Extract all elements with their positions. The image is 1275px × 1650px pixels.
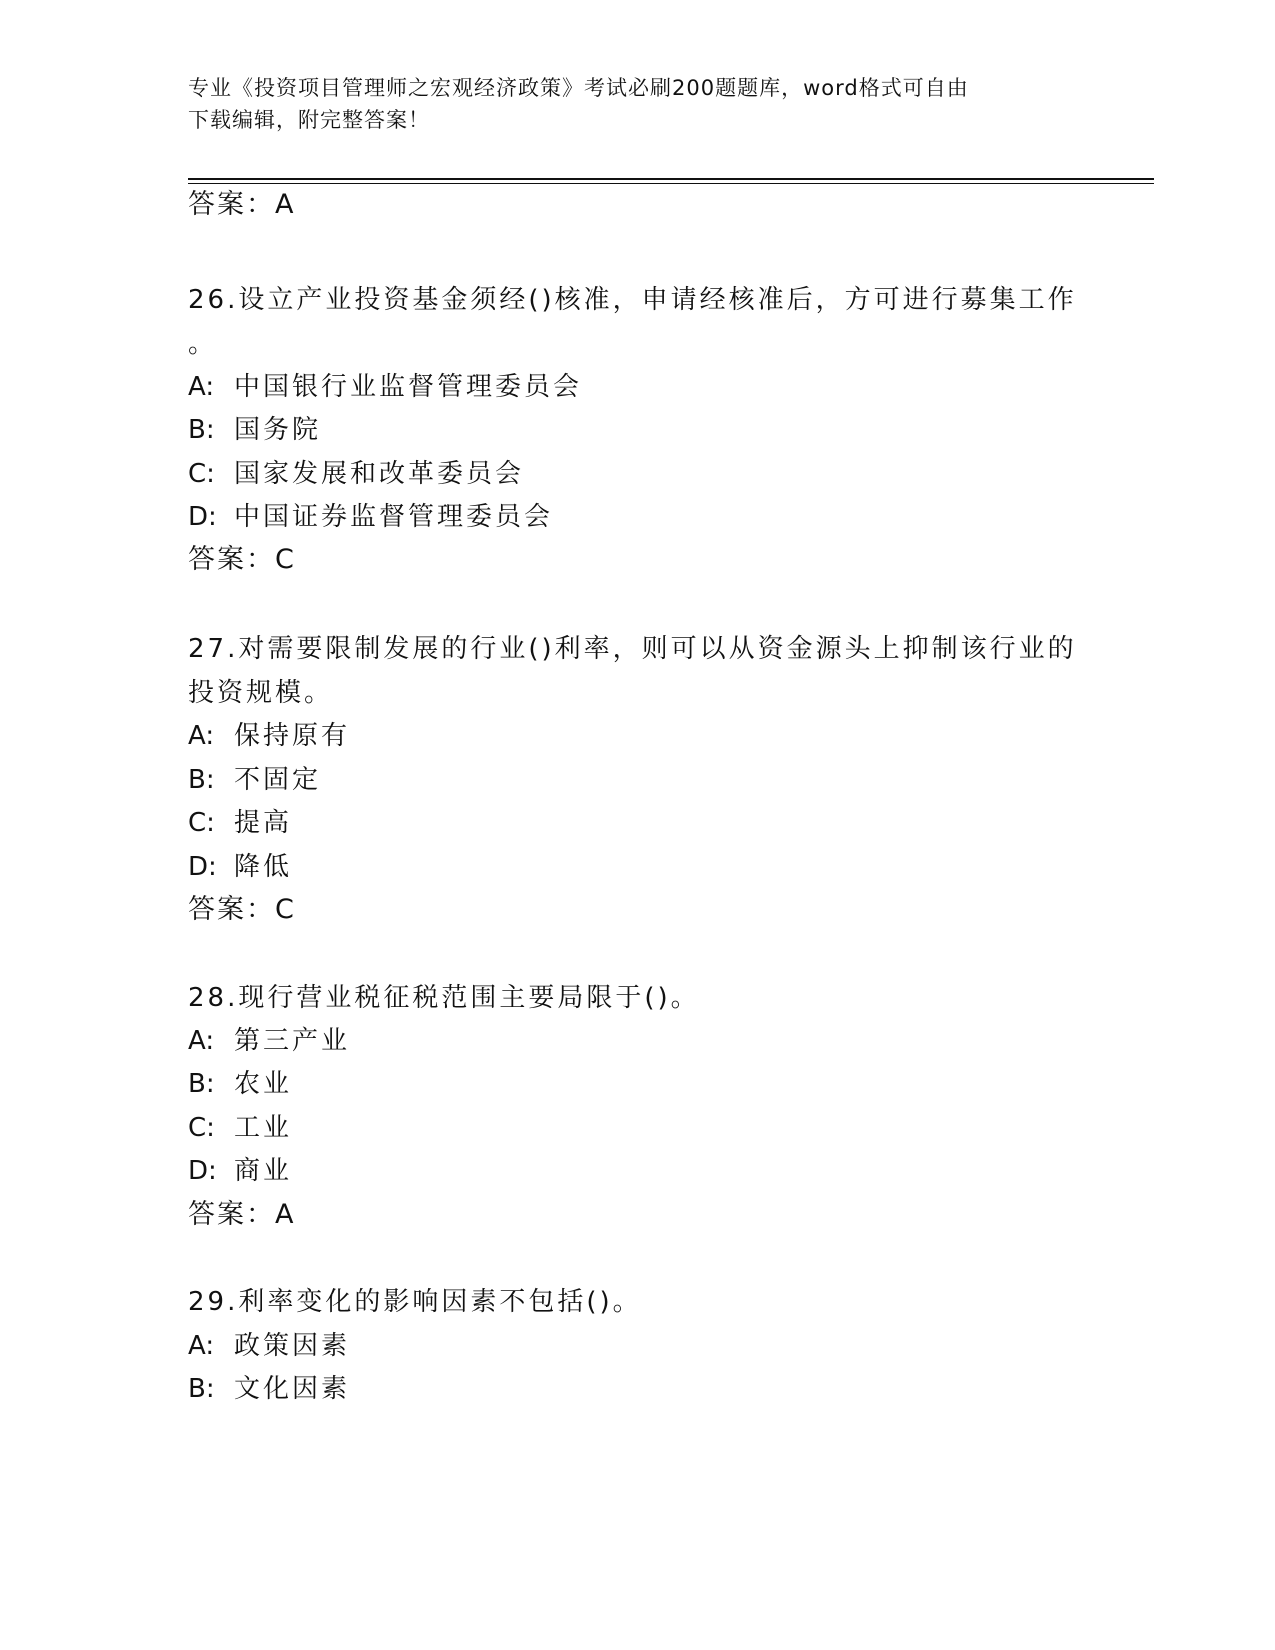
option-key: D:	[188, 502, 217, 532]
option-text: 提高	[234, 808, 293, 838]
option-key: C:	[188, 808, 215, 838]
option-text: 不固定	[234, 765, 322, 795]
question-stem: 29.利率变化的影响因素不包括()。	[188, 1287, 642, 1317]
question-stem-continued: 。	[188, 329, 218, 359]
question-stem: 28.现行营业税征税范围主要局限于()。	[188, 983, 700, 1013]
option-text: 国家发展和改革委员会	[234, 459, 525, 489]
option-a	[188, 1329, 350, 1363]
option-key: B:	[188, 1069, 215, 1099]
option-a	[188, 719, 350, 753]
option-key: D:	[188, 852, 217, 882]
option-key: C:	[188, 459, 215, 489]
option-text: 国务院	[234, 415, 322, 445]
question-stem-continued: 投资规模。	[188, 678, 334, 708]
option-key: A:	[188, 372, 215, 402]
option-text: 政策因素	[234, 1331, 351, 1361]
option-d	[188, 850, 292, 884]
option-text: 保持原有	[234, 721, 351, 751]
option-key: D:	[188, 1156, 217, 1186]
option-c	[188, 457, 524, 491]
document-header	[188, 72, 1088, 136]
option-b	[188, 413, 321, 447]
header-line-2: 下载编辑，附完整答案！	[188, 108, 430, 132]
option-key: C:	[188, 1113, 215, 1143]
question-stem: 26.设立产业投资基金须经()核准，申请经核准后，方可进行募集工作	[188, 285, 1077, 315]
answer: 答案：A	[188, 1199, 296, 1230]
answer: 答案：C	[188, 544, 296, 575]
answer: 答案：C	[188, 894, 296, 925]
option-d	[188, 500, 553, 534]
prev-answer: 答案：A	[188, 189, 296, 220]
option-text: 中国银行业监督管理委员会	[234, 372, 583, 402]
option-key: A:	[188, 1331, 215, 1361]
option-b	[188, 763, 321, 797]
header-divider-thin	[188, 183, 1154, 184]
option-c	[188, 1111, 292, 1145]
option-text: 工业	[234, 1113, 293, 1143]
option-b	[188, 1372, 350, 1406]
option-key: A:	[188, 721, 215, 751]
option-text: 降低	[234, 852, 293, 882]
option-key: A:	[188, 1026, 215, 1056]
option-a	[188, 370, 582, 404]
option-a	[188, 1024, 350, 1058]
option-d	[188, 1154, 292, 1188]
option-text: 文化因素	[234, 1374, 351, 1404]
option-text: 农业	[234, 1069, 293, 1099]
header-line-1: 专业《投资项目管理师之宏观经济政策》考试必刷200题题库，word格式可自由	[188, 76, 969, 100]
option-key: B:	[188, 765, 215, 795]
question-stem: 27.对需要限制发展的行业()利率，则可以从资金源头上抑制该行业的	[188, 634, 1077, 664]
option-text: 商业	[234, 1156, 293, 1186]
option-text: 中国证券监督管理委员会	[234, 502, 554, 532]
option-key: B:	[188, 1374, 215, 1404]
option-text: 第三产业	[234, 1026, 351, 1056]
option-key: B:	[188, 415, 215, 445]
option-c	[188, 806, 292, 840]
option-b	[188, 1067, 292, 1101]
header-divider	[188, 178, 1154, 180]
